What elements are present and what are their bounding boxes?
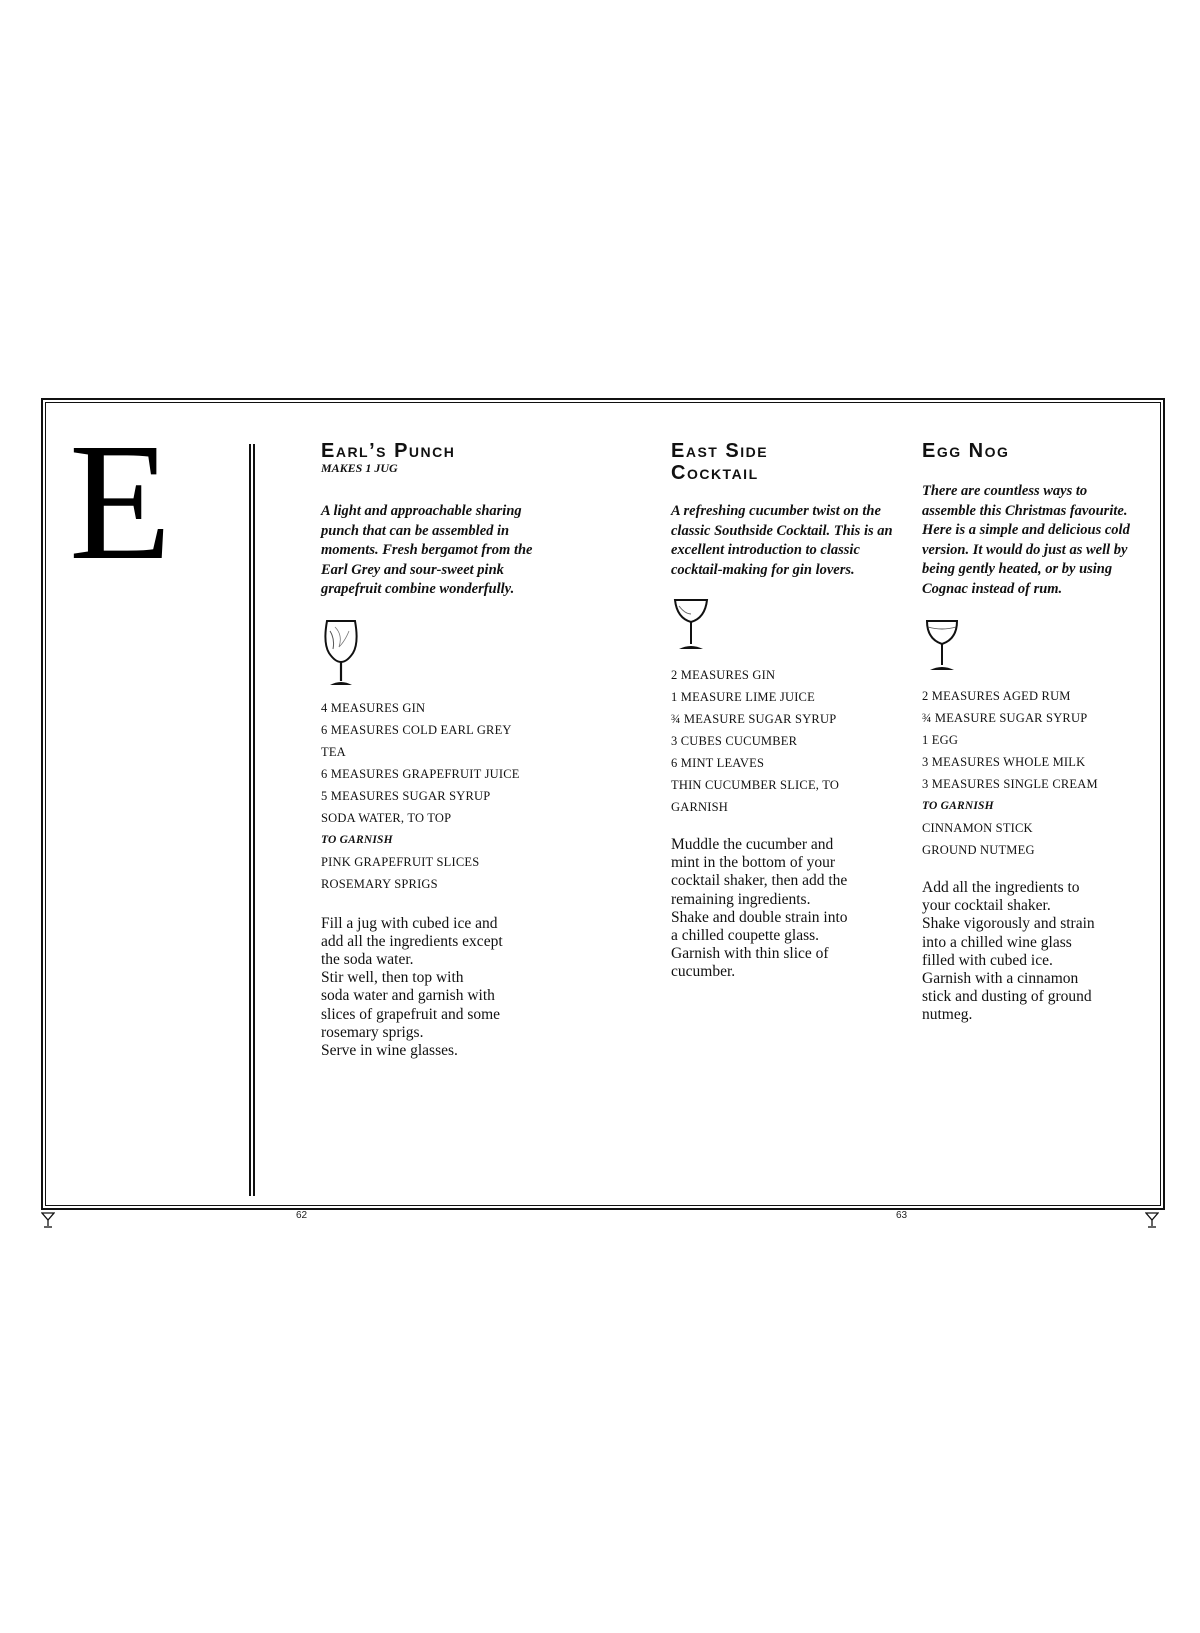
page-number-right: 63 [896,1210,908,1221]
vertical-double-rule [249,444,255,1196]
ingredient-list [922,685,1142,861]
recipe-title [671,440,901,484]
garnish-item: CINNAMON STICK [922,821,1033,835]
garnish-heading: TO GARNISH [922,800,994,812]
page-number-left: 62 [296,1210,308,1221]
ingredient: 3 MEASURES WHOLE MILK [922,755,1086,769]
recipe-title-line: Cocktail [671,462,759,484]
ingredient: 6 MEASURES COLD EARL GREY [321,722,512,737]
wine-glass-icon [321,617,361,689]
ingredient: 6 MEASURES GRAPEFRUIT JUICE [321,766,520,781]
ingredient: 1 EGG [922,733,959,747]
ingredient: 3 MEASURES SINGLE CREAM [922,777,1098,791]
ingredient: 4 MEASURES GIN [321,700,426,715]
book-spread [41,398,1165,1210]
ingredient: 2 MEASURES GIN [671,668,776,682]
recipe-intro: There are countless ways to assemble this Christmas favourite. Here is a simple and delicious cold version. It would do just as well by being gently heated, or by using Cognac instead of rum. [922,483,1130,597]
recipe-earls-punch [321,440,561,1060]
garnish-item: GROUND NUTMEG [922,843,1035,857]
recipe-east-side-cocktail [671,440,901,982]
recipe-title: Egg Nog [922,440,1010,462]
garnish-item: ROSEMARY SPRIGS [321,876,438,891]
wine-glass-small-icon [922,617,962,673]
ingredient: 6 MINT LEAVES [671,756,765,770]
martini-glass-icon [41,1212,55,1228]
ingredient: 2 MEASURES AGED RUM [922,689,1071,703]
coupette-glass-icon [671,596,711,652]
recipe-egg-nog [922,440,1142,1025]
recipe-method: Fill a jug with cubed ice and add all the ingredients except the soda water. Stir well, then top with soda water and garnish with slices of grapefruit and some rosemary sprigs. Serve in wine glasses. [321,914,503,1059]
ingredient: 1 MEASURE LIME JUICE [671,690,815,704]
section-letter: E [69,409,172,595]
ingredient-list [321,697,561,895]
recipe-yield: MAKES 1 JUG [321,461,398,475]
recipe-method: Muddle the cucumber and mint in the bottom of your cocktail shaker, then add the remaining ingredients. Shake and double strain into a chilled coupette glass. Garnish with thin slice of cucumber. [671,836,848,981]
garnish-item: PINK GRAPEFRUIT SLICES [321,854,480,869]
garnish-heading: TO GARNISH [321,833,393,846]
recipe-intro: A light and approachable sharing punch that can be assembled in moments. Fresh bergamot from the Earl Grey and sour-sweet pink grapefruit combine wonderfully. [321,503,533,597]
ingredient: TEA [321,744,346,759]
recipe-title: Earl’s Punch [321,440,456,462]
ingredient: 5 MEASURES SUGAR SYRUP [321,788,491,803]
ingredient: SODA WATER, TO TOP [321,810,452,825]
recipe-method: Add all the ingredients to your cocktail shaker. Shake vigorously and strain into a chilled wine glass filled with cubed ice. Garnish with a cinnamon stick and dusting of ground nutmeg. [922,879,1095,1024]
ingredient: ¾ MEASURE SUGAR SYRUP [922,711,1088,725]
ingredient-list [671,664,901,818]
ingredient: THIN CUCUMBER SLICE, TO [671,778,840,792]
ingredient: ¾ MEASURE SUGAR SYRUP [671,712,837,726]
recipe-intro: A refreshing cucumber twist on the classic Southside Cocktail. This is an excellent introduction to classic cocktail-making for gin lovers. [671,503,893,578]
martini-glass-icon [1145,1212,1159,1228]
ingredient: 3 CUBES CUCUMBER [671,734,798,748]
recipe-title-line: East Side [671,440,769,462]
ingredient: GARNISH [671,800,728,814]
